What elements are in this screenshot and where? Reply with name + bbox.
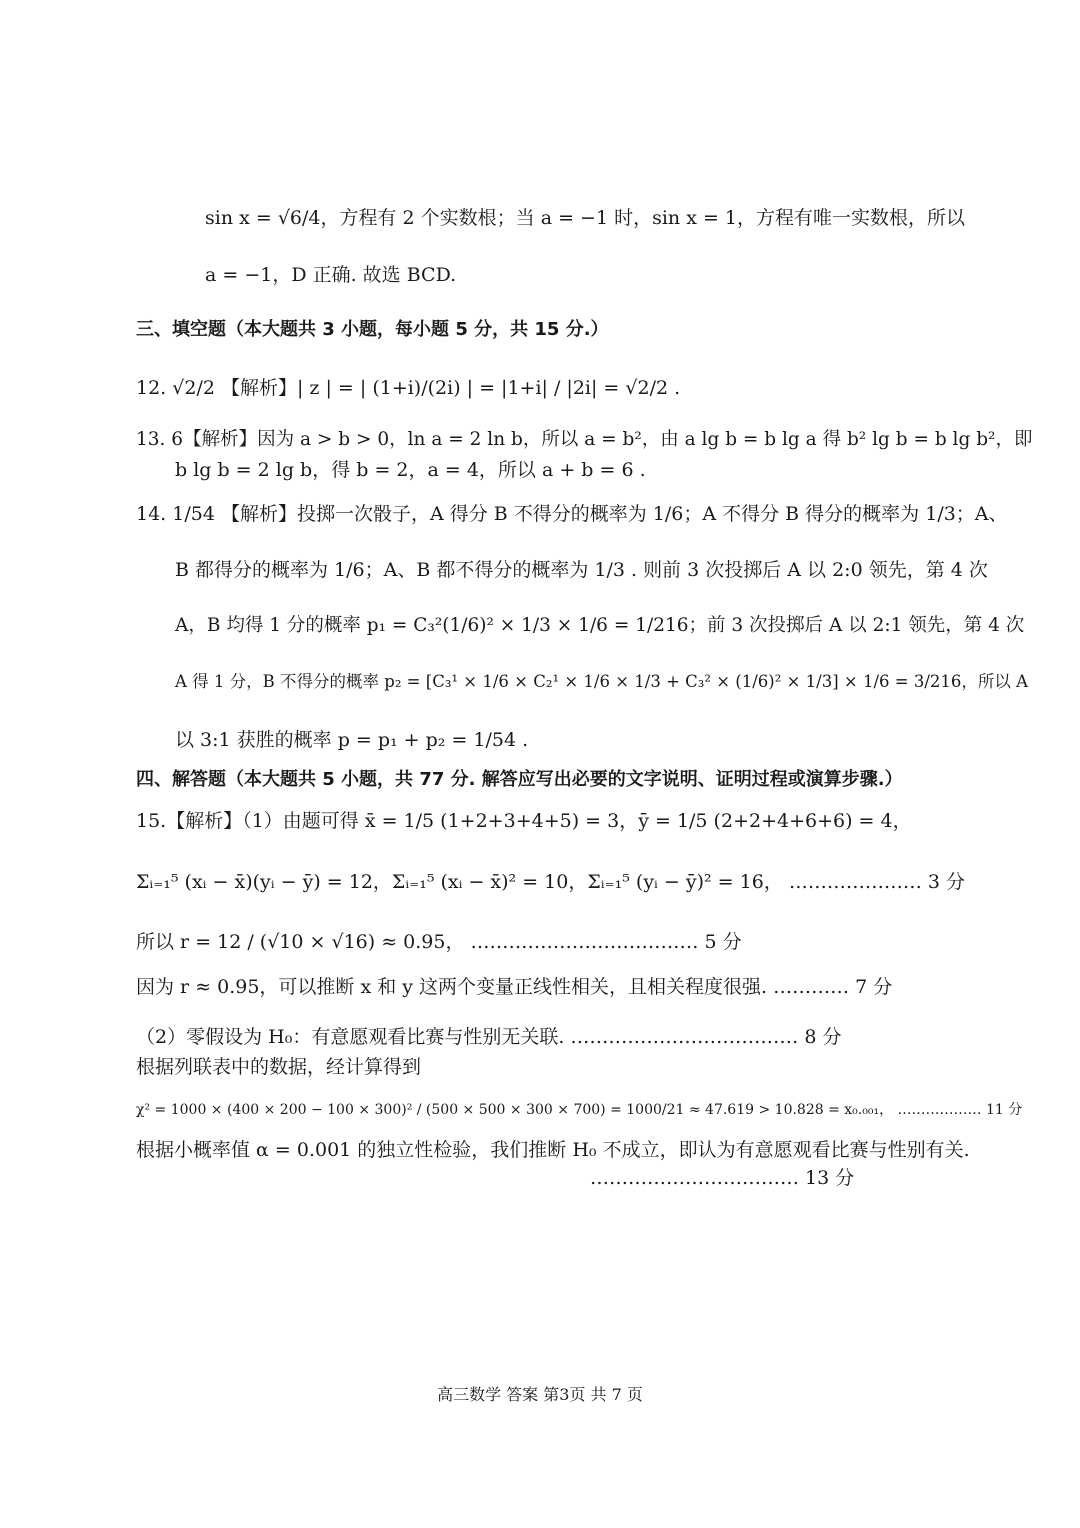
q15-line-7: χ² = 1000 × (400 × 200 − 100 × 300)² / (500 × 500 × 300 × 700) = 1000/21 ≈ 47.619 > 10.828 = x₀.₀₀₁， ……………… 11 分	[136, 1102, 1023, 1118]
q15-line-1: 15.【解析】（1）由题可得 x̄ = 1/5 (1+2+3+4+5) = 3，ȳ = 1/5 (2+2+4+6+6) = 4，	[136, 810, 912, 832]
q14-line-3: A，B 均得 1 分的概率 p₁ = C₃²(1/6)² × 1/3 × 1/6 = 1/216；前 3 次投掷后 A 以 2:1 领先，第 4 次	[175, 615, 1025, 636]
q14-line-2: B 都得分的概率为 1/6；A、B 都不得分的概率为 1/3 . 则前 3 次投掷后 A 以 2:0 领先，第 4 次	[175, 559, 988, 581]
q14-line-1: 14. 1/54 【解析】投掷一次骰子，A 得分 B 不得分的概率为 1/6；A 不得分 B 得分的概率为 1/3；A、	[136, 503, 1008, 525]
text-line-2: a = −1，D 正确. 故选 BCD.	[205, 264, 457, 286]
page-footer: 高三数学 答案 第3页 共 7 页	[437, 1385, 643, 1404]
q15-line-3: 所以 r = 12 / (√10 × √16) ≈ 0.95， ……………………………… 5 分	[136, 931, 742, 953]
section-heading-4: 四、解答题（本大题共 5 小题，共 77 分. 解答应写出必要的文字说明、证明过程或演算步骤.）	[136, 769, 903, 790]
q12-line: 12. √2/2 【解析】| z | = | (1+i)/(2i) | = |1+i| / |2i| = √2/2 .	[136, 377, 681, 399]
q15-line-6: 根据列联表中的数据，经计算得到	[136, 1056, 422, 1078]
q15-line-5: （2）零假设为 H₀：有意愿观看比赛与性别无关联. ……………………………… 8 分	[136, 1026, 842, 1048]
q15-line-2: Σᵢ₌₁⁵ (xᵢ − x̄)(yᵢ − ȳ) = 12，Σᵢ₌₁⁵ (xᵢ − x̄)² = 10，Σᵢ₌₁⁵ (yᵢ − ȳ)² = 16， ………………… 3 分	[136, 871, 966, 893]
q13-line-1: 13. 6【解析】因为 a > b > 0，ln a = 2 ln b，所以 a = b²，由 a lg b = b lg a 得 b² lg b = b lg b²，即	[136, 429, 1033, 450]
q13-line-2: b lg b = 2 lg b，得 b = 2，a = 4，所以 a + b = 6 .	[175, 459, 646, 481]
section-heading-3: 三、填空题（本大题共 3 小题，每小题 5 分，共 15 分.）	[136, 319, 609, 340]
q15-line-4: 因为 r ≈ 0.95，可以推断 x 和 y 这两个变量正线性相关，且相关程度很强. ………… 7 分	[136, 976, 893, 998]
q15-line-8: 根据小概率值 α = 0.001 的独立性检验，我们推断 H₀ 不成立，即认为有意愿观看比赛与性别有关.	[136, 1139, 970, 1161]
q15-line-9: …………………………… 13 分	[590, 1167, 855, 1189]
text-line-1: sin x = √6/4，方程有 2 个实数根；当 a = −1 时，sin x = 1，方程有唯一实数根，所以	[205, 207, 965, 229]
q14-line-4: A 得 1 分，B 不得分的概率 p₂ = [C₃¹ × 1/6 × C₂¹ × 1/6 × 1/3 + C₃² × (1/6)² × 1/3] × 1/6 = 3/216，所以 A	[175, 672, 1029, 691]
q14-line-5: 以 3:1 获胜的概率 p = p₁ + p₂ = 1/54 .	[175, 729, 529, 751]
